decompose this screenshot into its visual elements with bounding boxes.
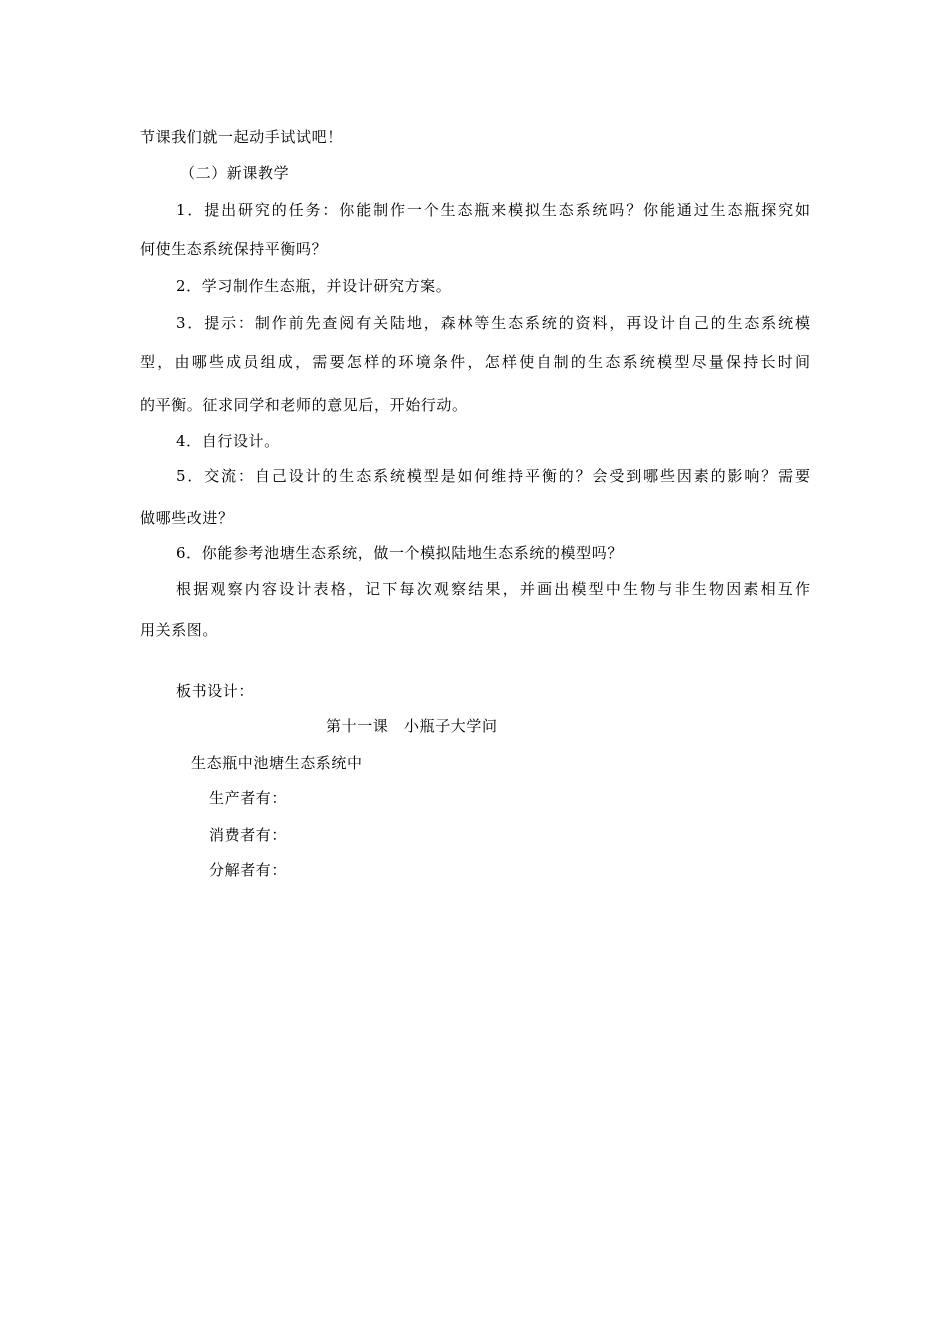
board-item-consumers: 消费者有： xyxy=(209,826,288,844)
board-heading: 生态瓶中池塘生态系统中 xyxy=(191,754,363,772)
text-line: 型，由哪些成员组成，需要怎样的环境条件，怎样使自制的生态系统模型尽量保持长时间 xyxy=(140,353,810,371)
text-line: 3．提示：制作前先查阅有关陆地，森林等生态系统的资料，再设计自己的生态系统模 xyxy=(176,314,810,332)
text-line: 的平衡。征求同学和老师的意见后，开始行动。 xyxy=(140,396,468,414)
text-line: 5．交流：自己设计的生态系统模型是如何维持平衡的？会受到哪些因素的影响？需要 xyxy=(176,467,810,485)
text-line: 1．提出研究的任务：你能制作一个生态瓶来模拟生态系统吗？你能通过生态瓶探究如 xyxy=(176,201,810,219)
board-design-label: 板书设计： xyxy=(176,682,255,700)
board-item-decomposers: 分解者有： xyxy=(209,861,288,879)
text-line: 6．你能参考池塘生态系统，做一个模拟陆地生态系统的模型吗？ xyxy=(176,544,623,562)
text-line: 根据观察内容设计表格，记下每次观察结果，并画出模型中生物与非生物因素相互作 xyxy=(176,580,810,598)
text-line: 用关系图。 xyxy=(140,621,219,639)
board-item-producers: 生产者有： xyxy=(209,789,288,807)
text-line: 做哪些改进？ xyxy=(140,509,234,527)
text-line: 4．自行设计。 xyxy=(176,432,280,450)
text-line: 节课我们就一起动手试试吧！ xyxy=(140,128,343,146)
text-line: 何使生态系统保持平衡吗？ xyxy=(140,240,328,258)
text-line: 2．学习制作生态瓶，并设计研究方案。 xyxy=(176,277,452,295)
board-title: 第十一课 小瓶子大学问 xyxy=(326,717,498,735)
section-heading: （二）新课教学 xyxy=(180,164,290,182)
